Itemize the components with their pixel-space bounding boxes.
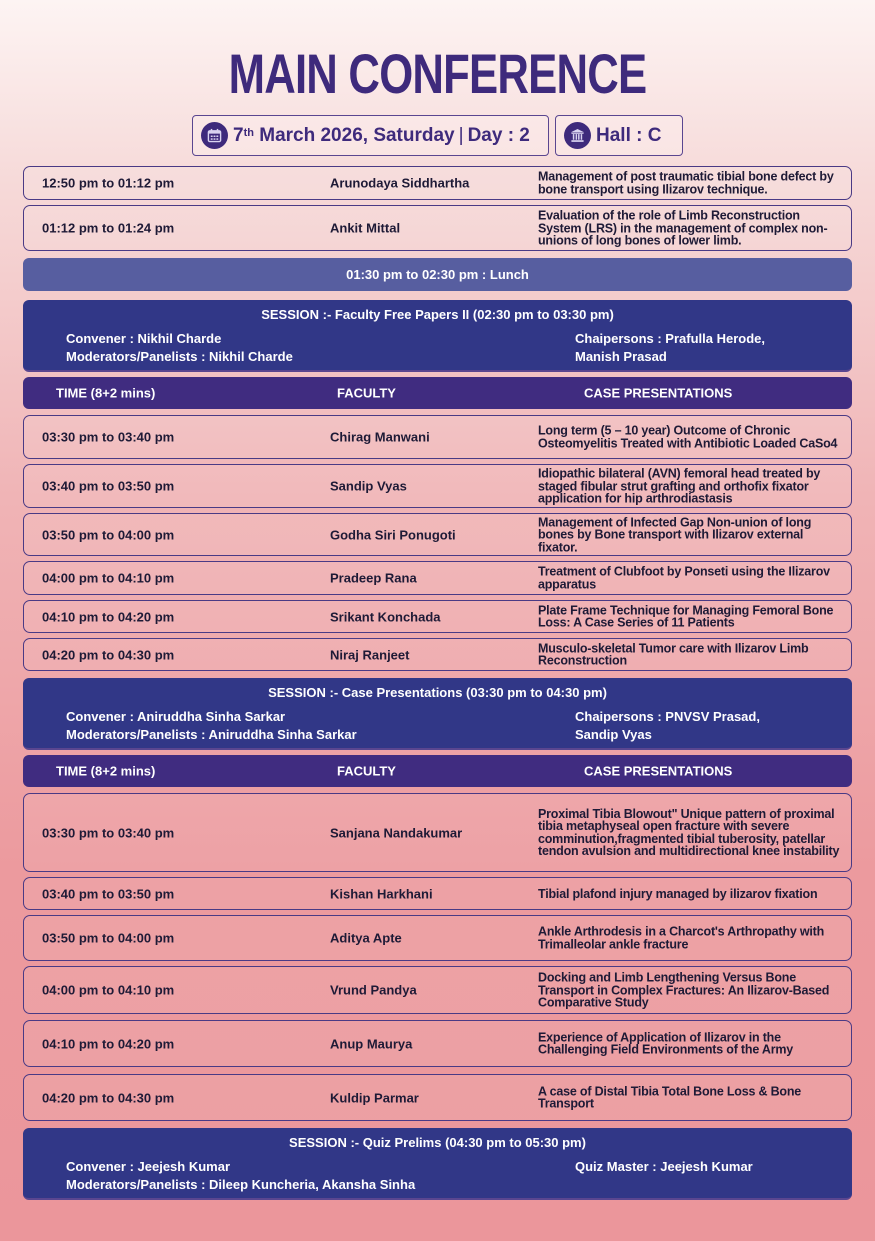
row-time: 04:00 pm to 04:10 pm: [42, 570, 175, 586]
row-time: 04:20 pm to 04:30 pm: [42, 1090, 175, 1105]
session-chairpersons-cont: Sandip Vyas: [575, 727, 652, 742]
lunch-break-banner: [23, 258, 852, 291]
session-convener: Convener : Aniruddha Sinha Sarkar: [66, 709, 286, 724]
row-time: 12:50 pm to 01:12 pm: [42, 175, 175, 191]
row-faculty: Niraj Ranjeet: [330, 647, 410, 662]
row-time: 03:50 pm to 04:00 pm: [42, 527, 175, 542]
date-separator: |: [458, 124, 464, 146]
row-faculty: Sandip Vyas: [330, 478, 407, 494]
row-topic: Ankle Arthrodesis in a Charcot's Arthropathy with Trimalleolar ankle fracture: [538, 924, 825, 951]
row-topic: Long term (5 – 10 year) Outcome of Chronic Osteomyelitis Treated with Antibiotic Loaded CaSo4: [538, 423, 838, 450]
column-header-faculty: FACULTY: [337, 763, 396, 779]
row-faculty: Chirag Manwani: [330, 429, 430, 445]
column-header-topic: CASE PRESENTATIONS: [584, 385, 733, 401]
day-label: Day : 2: [467, 124, 530, 146]
row-time: 04:00 pm to 04:10 pm: [42, 982, 175, 998]
row-time: 04:20 pm to 04:30 pm: [42, 647, 175, 662]
date-text: March 2026, Saturday: [259, 124, 455, 146]
row-topic: Musculo-skeletal Tumor care with Ilizarov Limb Reconstruction: [538, 641, 809, 668]
table-header: [23, 377, 852, 409]
row-faculty: Kishan Harkhani: [330, 886, 433, 901]
row-time: 03:40 pm to 03:50 pm: [42, 886, 175, 901]
session-moderators: Moderators/Panelists : Nikhil Charde: [66, 349, 293, 364]
row-topic: Treatment of Clubfoot by Ponseti using the Ilizarov apparatus: [538, 564, 830, 591]
row-topic: Experience of Application of Ilizarov in the Challenging Field Environments of the Army: [538, 1030, 794, 1057]
row-topic: Management of post traumatic tibial bone defect by bone transport using Ilizarov technique.: [538, 169, 834, 196]
row-faculty: Sanjana Nandakumar: [330, 825, 463, 840]
session-header: [23, 1128, 852, 1200]
row-time: 03:30 pm to 03:40 pm: [42, 429, 175, 445]
schedule-row: [23, 166, 852, 200]
row-topic: Tibial plafond injury managed by ilizarov fixation: [538, 886, 818, 901]
row-time: 04:10 pm to 04:20 pm: [42, 1036, 175, 1051]
session-convener: Convener : Jeejesh Kumar: [66, 1159, 231, 1174]
row-faculty: Godha Siri Ponugoti: [330, 527, 456, 542]
session-header: [23, 678, 852, 750]
row-time: 01:12 pm to 01:24 pm: [42, 220, 175, 236]
schedule-row: [23, 464, 852, 508]
schedule-row: [23, 915, 852, 961]
calendar-icon: [201, 122, 228, 149]
date-day: 7: [233, 124, 244, 146]
schedule-row: [23, 561, 852, 595]
row-faculty: Arunodaya Siddhartha: [330, 175, 470, 191]
row-topic: Idiopathic bilateral (AVN) femoral head treated by staged fibular strut grafting and orthofix fixator application for hip arthrodiastasis: [538, 466, 821, 506]
session-moderators: Moderators/Panelists : Aniruddha Sinha Sarkar: [66, 727, 357, 742]
schedule-row: [23, 877, 852, 910]
schedule-row: [23, 600, 852, 633]
hall-label: Hall : C: [596, 124, 662, 146]
row-time: 03:50 pm to 04:00 pm: [42, 930, 175, 946]
schedule-row: [23, 966, 852, 1014]
date-suffix: th: [243, 126, 254, 139]
session-title: SESSION :- Faculty Free Papers II (02:30 pm to 03:30 pm): [261, 307, 614, 322]
schedule-row: [23, 1074, 852, 1121]
session-chairpersons: Chaipersons : Prafulla Herode,: [575, 331, 765, 346]
session-quiz-master: Quiz Master : Jeejesh Kumar: [575, 1159, 753, 1174]
schedule-row: [23, 513, 852, 556]
row-faculty: Vrund Pandya: [330, 982, 417, 998]
row-topic: Proximal Tibia Blowout" Unique pattern of proximal tibia metaphyseal open fracture with severe comminution,fragmented tibial tuberosity, patellar tendon avulsion and multidirectional knee instability: [538, 806, 840, 858]
column-header-topic: CASE PRESENTATIONS: [584, 763, 733, 779]
column-header-faculty: FACULTY: [337, 385, 396, 401]
table-header: [23, 755, 852, 787]
row-faculty: Kuldip Parmar: [330, 1090, 419, 1105]
page-title: MAIN CONFERENCE: [228, 42, 647, 105]
schedule-row: [23, 793, 852, 872]
date-badge: [192, 115, 549, 156]
session-title: SESSION :- Quiz Prelims (04:30 pm to 05:30 pm): [289, 1135, 586, 1150]
session-header: [23, 300, 852, 372]
row-time: 03:30 pm to 03:40 pm: [42, 825, 175, 840]
schedule-row: [23, 205, 852, 251]
row-time: 03:40 pm to 03:50 pm: [42, 478, 175, 494]
row-faculty: Anup Maurya: [330, 1036, 413, 1051]
row-time: 04:10 pm to 04:20 pm: [42, 609, 175, 624]
row-topic: Docking and Limb Lengthening Versus Bone Transport in Complex Fractures: An Ilizarov-Based Comparative Study: [538, 970, 830, 1010]
row-topic: Management of Infected Gap Non-union of long bones by Bone transport with Ilizarov external fixator.: [538, 514, 812, 554]
row-topic: A case of Distal Tibia Total Bone Loss & Bone Transport: [538, 1084, 802, 1111]
column-header-time: TIME (8+2 mins): [56, 385, 156, 401]
schedule-row: [23, 638, 852, 671]
hall-badge: [555, 115, 683, 156]
row-topic: Evaluation of the role of Limb Reconstruction System (LRS) in the management of complex non-unions of long bones of lower limb.: [538, 208, 828, 248]
session-chairpersons: Chaipersons : PNVSV Prasad,: [575, 709, 760, 724]
schedule-row: [23, 415, 852, 459]
row-faculty: Pradeep Rana: [330, 570, 417, 586]
session-chairpersons-cont: Manish Prasad: [575, 349, 667, 364]
session-title: SESSION :- Case Presentations (03:30 pm to 04:30 pm): [268, 685, 607, 700]
row-topic: Plate Frame Technique for Managing Femoral Bone Loss: A Case Series of 11 Patients: [538, 603, 834, 630]
session-moderators: Moderators/Panelists : Dileep Kuncheria, Akansha Sinha: [66, 1177, 416, 1192]
building-icon: [564, 122, 591, 149]
schedule-row: [23, 1020, 852, 1067]
column-header-time: TIME (8+2 mins): [56, 763, 156, 779]
row-faculty: Ankit Mittal: [330, 220, 401, 236]
row-faculty: Srikant Konchada: [330, 609, 441, 624]
row-faculty: Aditya Apte: [330, 930, 402, 946]
lunch-label: 01:30 pm to 02:30 pm : Lunch: [346, 267, 529, 282]
session-convener: Convener : Nikhil Charde: [66, 331, 222, 346]
